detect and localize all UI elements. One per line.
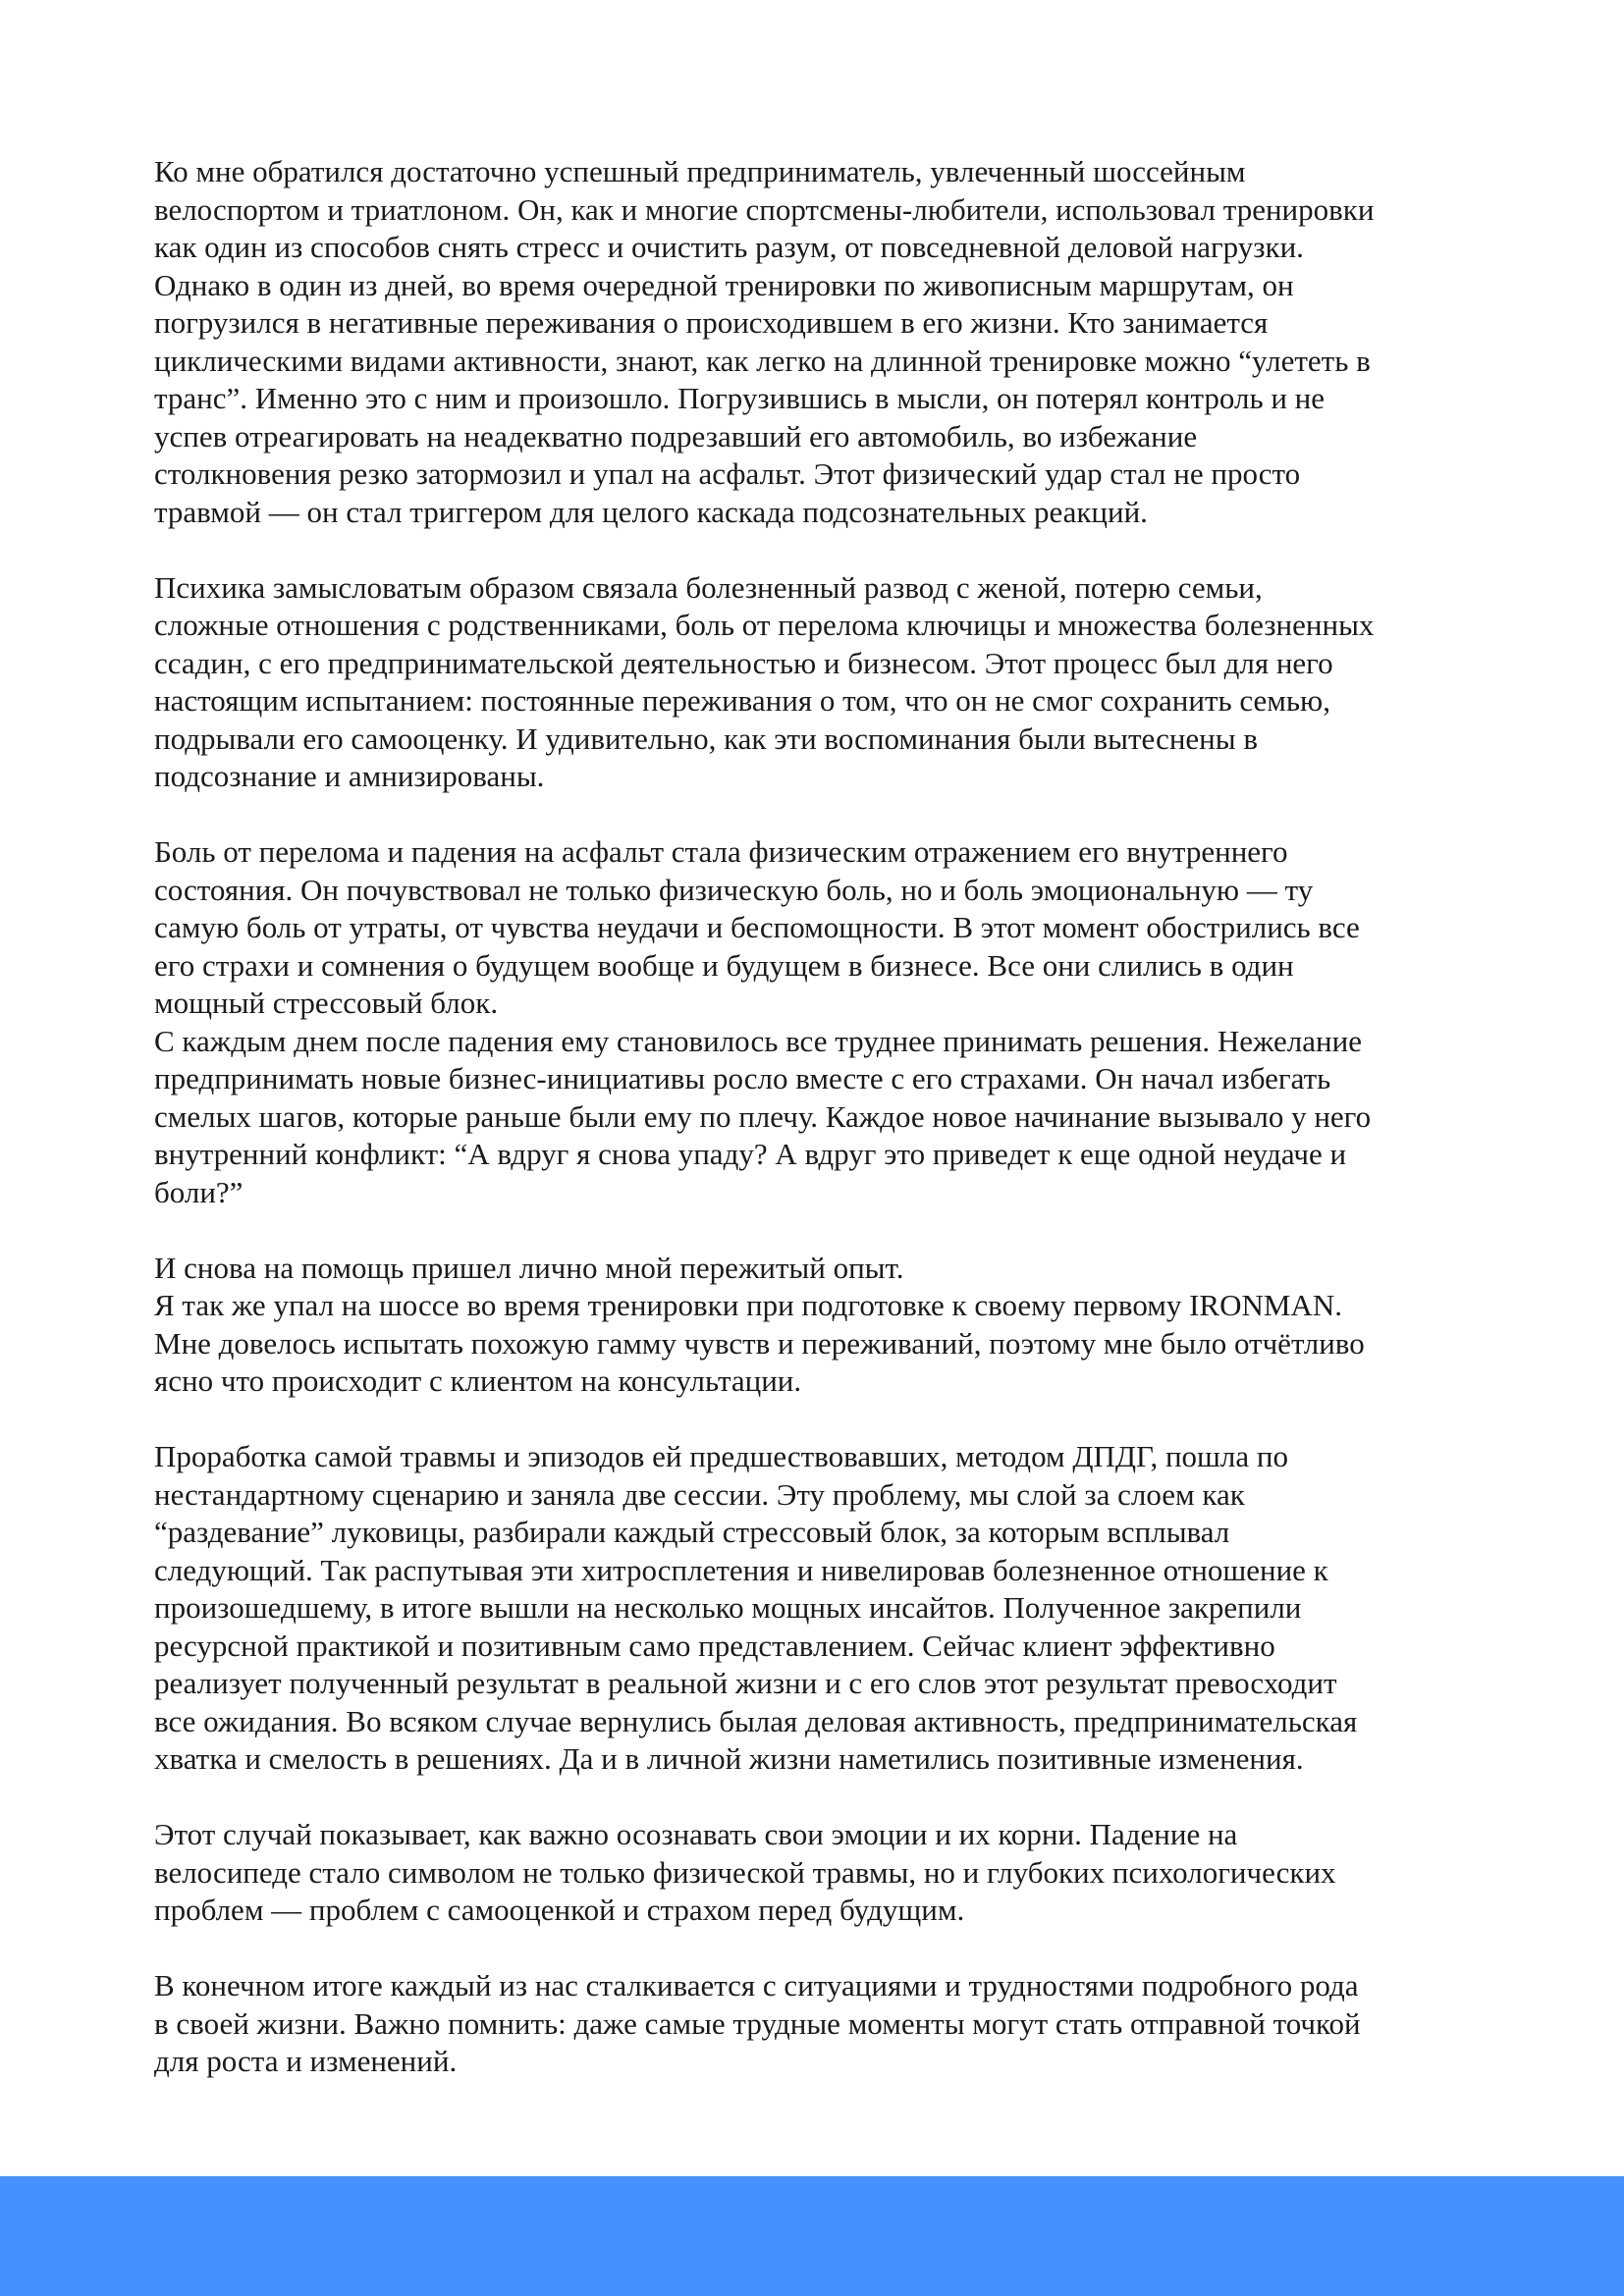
text-line: смелых шагов, которые раньше были ему по плечу. Каждое новое начинание вызывало у него [154, 1098, 1372, 1134]
text-line: Боль от перелома и падения на асфальт стала физическим отражением его внутреннего [154, 834, 1288, 869]
text-line: Этот случай показывает, как важно осознавать свои эмоции и их корни. Падение на [154, 1817, 1238, 1851]
paragraph-gap [154, 1211, 1489, 1250]
text-line: велоспортом и триатлоном. Он, как и многие спортсмены-любители, использовал тренировки [154, 191, 1375, 227]
text-line: состояния. Он почувствовал не только физическую боль, но и боль эмоциональную — ту [154, 872, 1314, 907]
text-line: велосипеде стало символом не только физической травмы, но и глубоких психологических [154, 1854, 1336, 1890]
text-line: С каждым днем после падения ему становилось все труднее принимать решения. Нежелание [154, 1023, 1362, 1058]
text-line: Мне довелось испытать похожую гамму чувств и переживаний, поэтому мне было отчётливо [154, 1325, 1365, 1361]
text-line: его страхи и сомнения о будущем вообще и будущем в бизнесе. Все они слились в один [154, 947, 1294, 983]
text-line: циклическими видами активности, знают, как легко на длинной тренировке можно “улететь в [154, 343, 1371, 378]
paragraph-gap [154, 531, 1489, 569]
text-line: следующий. Так распутывая эти хитросплетения и нивелировав болезненное отношение к [154, 1552, 1328, 1587]
text-line: как один из способов снять стресс и очистить разум, от повседневной деловой нагрузки. [154, 230, 1304, 264]
text-line: предпринимать новые бизнес-инициативы росло вместе с его страхами. Он начал избегать [154, 1061, 1331, 1095]
text-line: “раздевание” луковицы, разбирали каждый стрессовый блок, за которым всплывал [154, 1515, 1230, 1549]
text-line: транс”. Именно это с ним и произошло. Погрузившись в мысли, он потерял контроль и не [154, 381, 1326, 415]
text-line: нестандартному сценарию и заняла две сессии. Эту проблему, мы слой за слоем как [154, 1476, 1245, 1512]
text-line: в своей жизни. Важно помнить: даже самые трудные моменты могут стать отправной точкой [154, 2005, 1361, 2041]
text-line: мощный стрессовый блок. [154, 986, 499, 1020]
text-line: ссадин, с его предпринимательской деятельностью и бизнесом. Этот процесс был для него [154, 645, 1333, 680]
paragraph-gap [154, 1930, 1489, 1968]
text-line: подрывали его самооценку. И удивительно, как эти воспоминания были вытеснены в [154, 721, 1258, 756]
text-line: успев отреагировать на неадекватно подрезавший его автомобиль, во избежание [154, 418, 1198, 454]
paragraph-3 [154, 833, 1489, 1211]
text-line: самую боль от утраты, от чувства неудачи и беспомощности. В этот момент обострились все [154, 910, 1360, 944]
text-line: Психика замысловатым образом связала болезненный развод с женой, потерю семьи, [154, 569, 1263, 605]
text-line: все ожидания. Во всяком случае вернулись былая деловая активность, предпринимательская [154, 1703, 1358, 1738]
text-line: В конечном итоге каждый из нас сталкивается с ситуациями и трудностями подробного рода [154, 1968, 1359, 2002]
text-line: ясно что происходит с клиентом на консультации. [154, 1363, 802, 1398]
footer-color-band [0, 2176, 1624, 2296]
text-line: Однако в один из дней, во время очередной тренировки по живописным маршрутам, он [154, 267, 1294, 302]
text-line: произошедшему, в итоге вышли на несколько мощных инсайтов. Полученное закрепили [154, 1590, 1302, 1625]
text-line: внутренний конфликт: “А вдруг я снова упаду? А вдруг это приведет к еще одной неудаче и [154, 1137, 1347, 1171]
paragraph-gap [154, 796, 1489, 834]
text-line: хватка и смелость в решениях. Да и в личной жизни наметились позитивные изменения. [154, 1741, 1304, 1776]
paragraph-6 [154, 1816, 1489, 1930]
text-line: настоящим испытанием: постоянные переживания о том, что он не смог сохранить семью, [154, 683, 1330, 718]
paragraph-4 [154, 1250, 1489, 1401]
text-line: И снова на помощь пришел лично мной пережитый опыт. [154, 1250, 904, 1285]
paragraph-5 [154, 1438, 1489, 1779]
text-line: для роста и изменений. [154, 2044, 458, 2078]
text-line: столкновения резко затормозил и упал на асфальт. Этот физический удар стал не просто [154, 456, 1301, 491]
document-body [154, 153, 1489, 2081]
text-line: Ко мне обратился достаточно успешный предприниматель, увлеченный шоссейным [154, 154, 1246, 188]
paragraph-gap [154, 1779, 1489, 1817]
paragraph-7 [154, 1967, 1489, 2081]
text-line: подсознание и амнизированы. [154, 759, 545, 793]
text-line: Проработка самой травмы и эпизодов ей предшествовавших, методом ДПДГ, пошла по [154, 1439, 1288, 1473]
text-line: ресурсной практикой и позитивным само представлением. Сейчас клиент эффективно [154, 1628, 1275, 1663]
text-line: Я так же упал на шоссе во время тренировки при подготовке к своему первому IRONMAN. [154, 1288, 1342, 1322]
text-line: проблем — проблем с самооценкой и страхом перед будущим. [154, 1893, 965, 1927]
text-line: погрузился в негативные переживания о происходившем в его жизни. Кто занимается [154, 305, 1269, 340]
text-line: реализует полученный результат в реальной жизни и с его слов этот результат превосходит [154, 1666, 1337, 1700]
paragraph-1 [154, 153, 1489, 531]
paragraph-2 [154, 569, 1489, 796]
text-line: травмой — он стал триггером для целого каскада подсознательных реакций. [154, 494, 1148, 529]
text-line: сложные отношения с родственниками, боль от перелома ключицы и множества болезненных [154, 608, 1375, 642]
paragraph-gap [154, 1401, 1489, 1439]
text-line: боли?” [154, 1174, 244, 1209]
